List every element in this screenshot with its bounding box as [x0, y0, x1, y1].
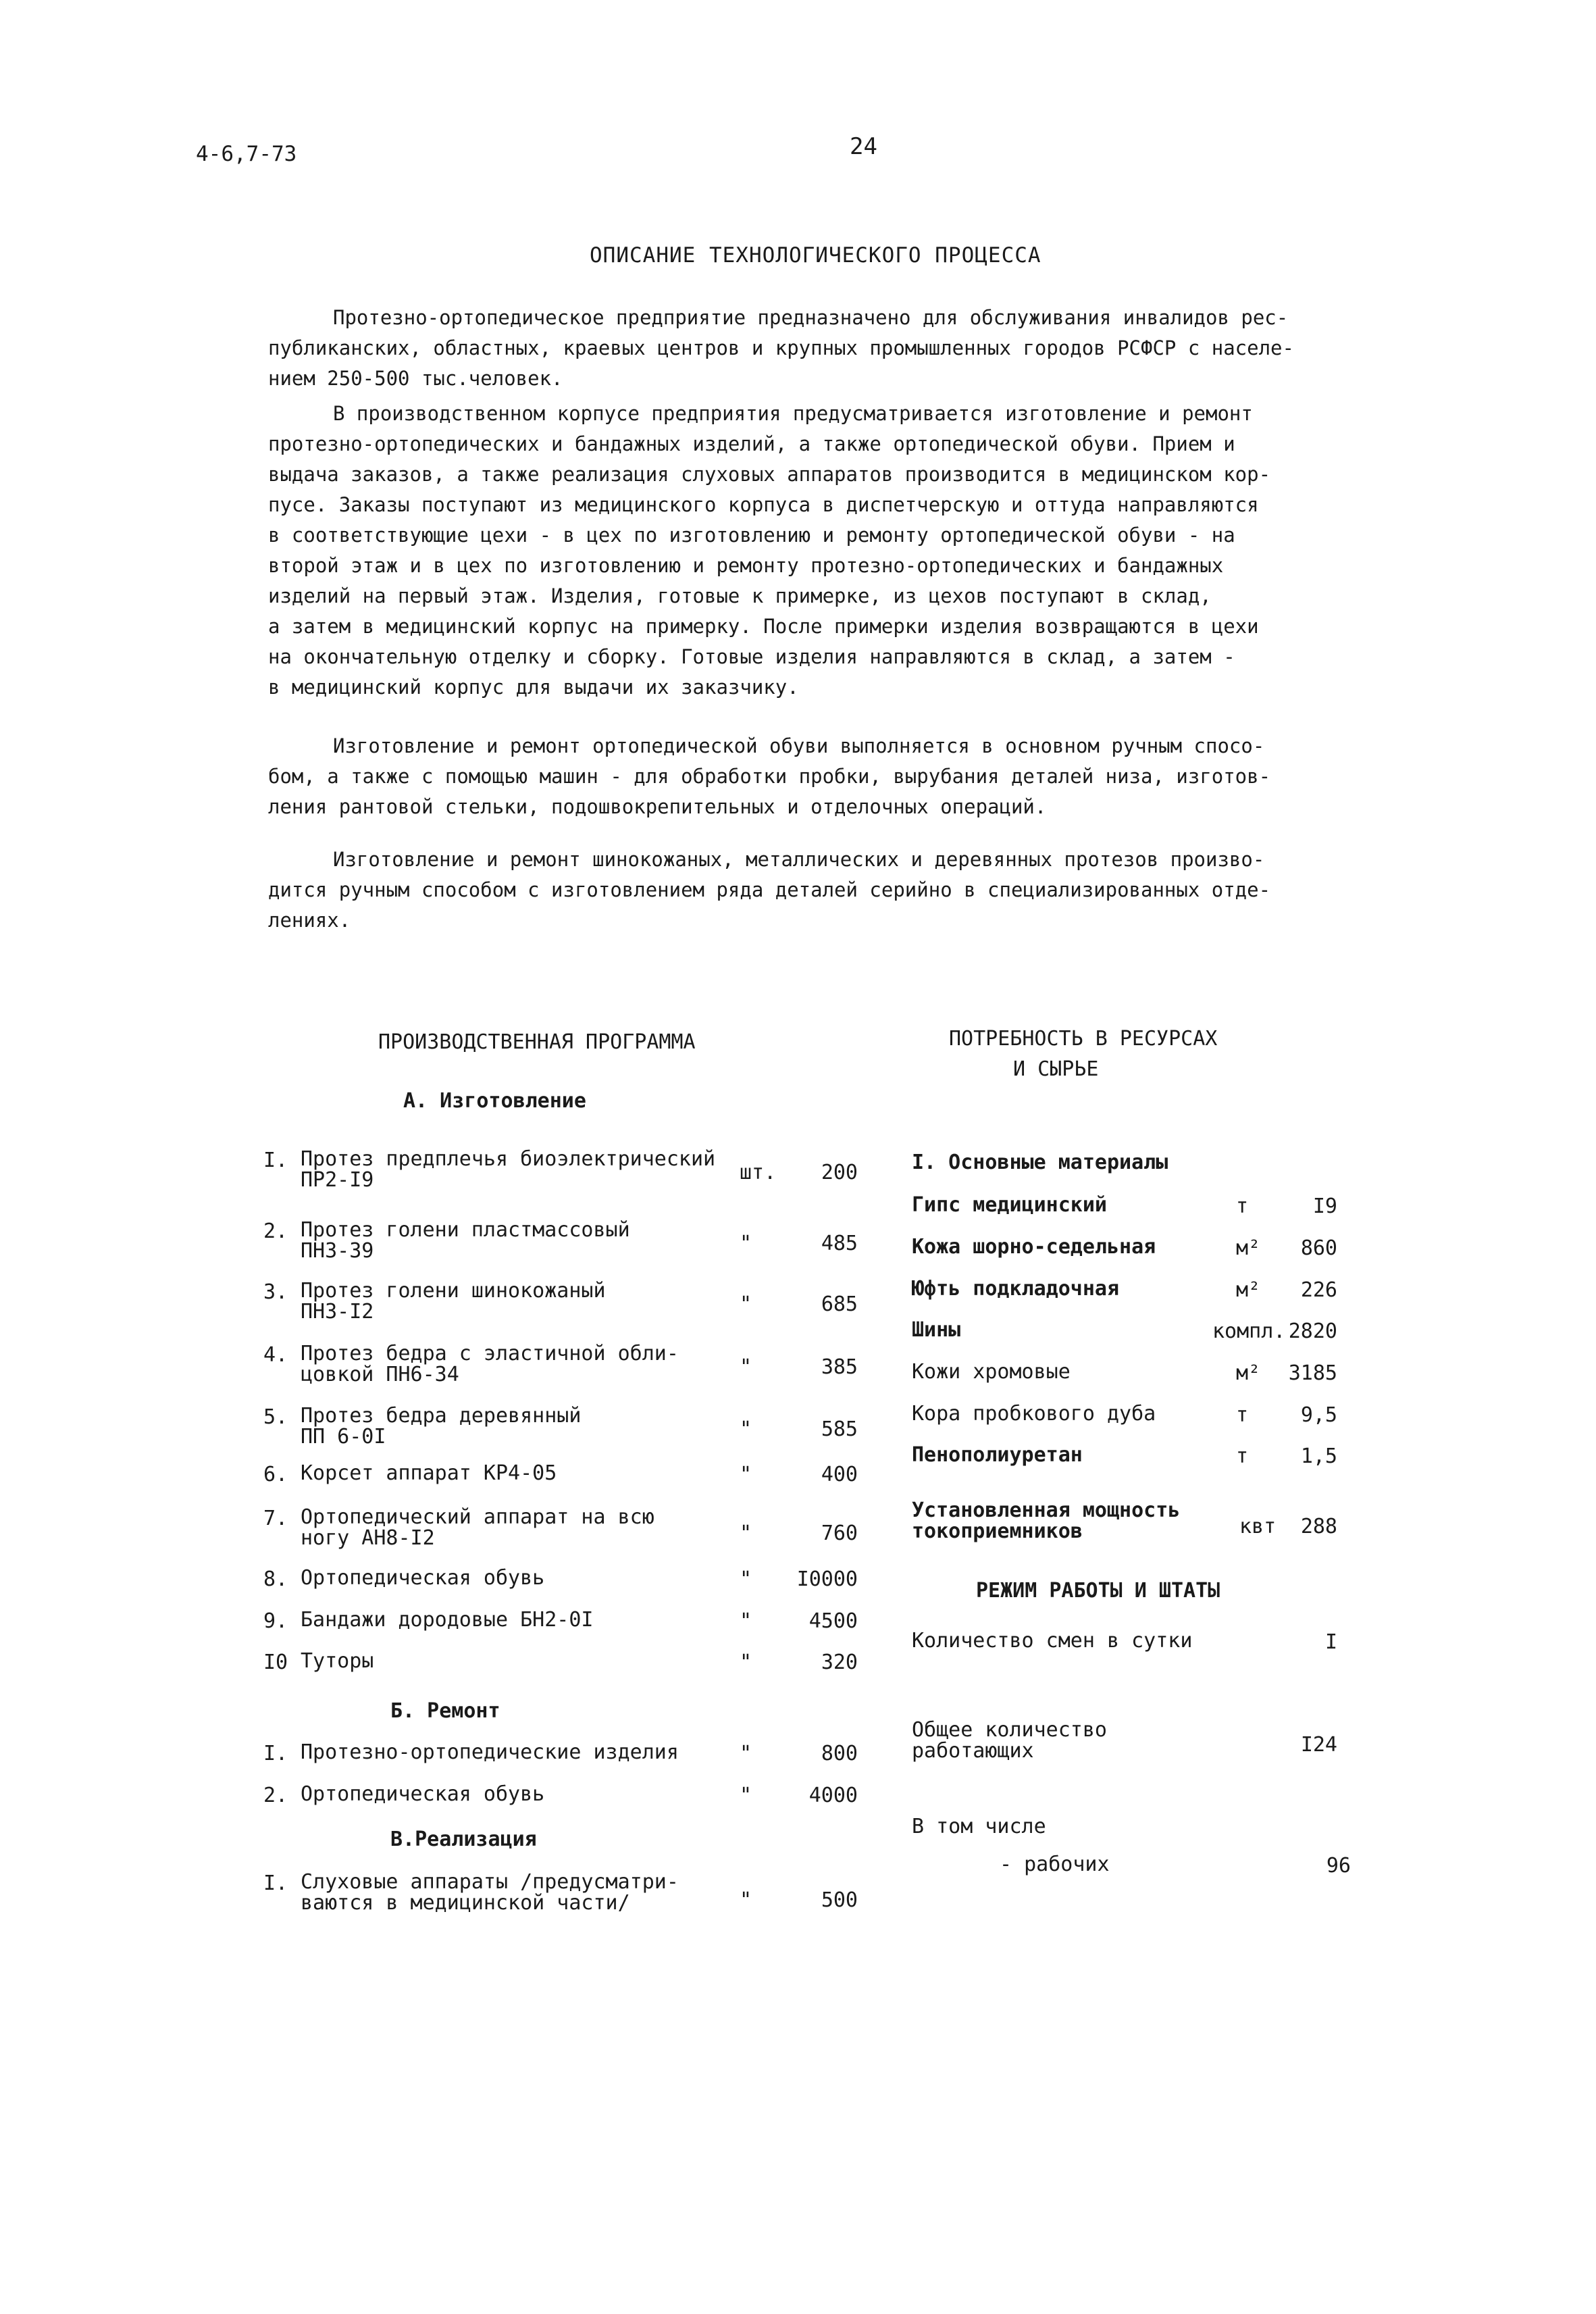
workers-value: 96 — [1326, 1854, 1351, 1878]
paragraph-line: а затем в медицинский корпус на примерку. После примерки изделия возвращаются в цехи — [268, 615, 1259, 638]
row-number: 5. — [263, 1405, 288, 1429]
power-name-line: Установленная мощность — [912, 1499, 1181, 1522]
row-name-line: ПН3-I2 — [301, 1300, 374, 1324]
row-name — [301, 1405, 581, 1447]
material-unit: м² — [1236, 1361, 1261, 1385]
material-row — [912, 1278, 1337, 1312]
total-workers-label-line: работающих — [912, 1739, 1034, 1763]
row-name-line: ПН3-39 — [301, 1239, 374, 1263]
material-quantity: 1,5 — [1300, 1444, 1337, 1468]
workers-row — [912, 1853, 1351, 1888]
row-unit: " — [740, 1417, 752, 1441]
paragraph-line: нием 250-500 тыс.человек. — [268, 367, 563, 390]
program-row — [263, 1463, 858, 1510]
program-row — [263, 1784, 858, 1831]
row-name-line: Протез бедра с эластичной обли- — [301, 1342, 679, 1365]
row-unit: " — [740, 1609, 752, 1633]
material-name: Пенополиуретан — [912, 1443, 1083, 1467]
paragraph-line: протезно-ортопедических и бандажных изделий, а также ортопедической обуви. Прием и — [268, 432, 1235, 455]
row-name — [301, 1343, 679, 1385]
row-number: I0 — [263, 1651, 288, 1674]
material-name: Кожа шорно-седельная — [912, 1235, 1156, 1259]
row-unit: шт. — [740, 1161, 777, 1184]
row-name-line: Протез предплечья биоэлектрический — [301, 1147, 716, 1171]
material-quantity: 3185 — [1288, 1361, 1337, 1385]
row-unit: " — [740, 1742, 752, 1765]
material-name: Юфть подкладочная — [912, 1277, 1120, 1301]
row-name — [301, 1149, 715, 1190]
row-number: 7. — [263, 1507, 288, 1530]
row-quantity: I0000 — [796, 1567, 858, 1591]
row-number: 8. — [263, 1567, 288, 1591]
row-name-line: цовкой ПН6-34 — [301, 1363, 459, 1386]
row-name-line: Протез бедра деревянный — [301, 1404, 582, 1428]
material-row — [912, 1403, 1337, 1437]
row-name-line: ваются в медицинской части/ — [301, 1891, 630, 1915]
paragraph-line: Протезно-ортопедическое предприятие предназначено для обслуживания инвалидов рес- — [333, 306, 1289, 329]
row-quantity: 385 — [821, 1355, 858, 1379]
page-number: 24 — [850, 133, 877, 160]
paragraph-prostheses — [268, 845, 1356, 936]
material-row — [912, 1444, 1337, 1478]
total-workers-label-line: Общее количество — [912, 1718, 1107, 1742]
material-unit: компл. — [1212, 1319, 1286, 1343]
shifts-value: I — [1324, 1630, 1337, 1654]
power-name — [912, 1500, 1180, 1542]
material-name: Кожи хромовые — [912, 1360, 1071, 1384]
row-number: 9. — [263, 1609, 288, 1633]
power-row — [912, 1500, 1337, 1547]
row-unit: " — [740, 1521, 752, 1545]
section-title-sales: В.Реализация — [390, 1828, 537, 1851]
program-row — [263, 1651, 858, 1698]
row-unit: " — [740, 1232, 752, 1255]
paragraph-line: В производственном корпусе предприятия предусматривается изготовление и ремонт — [333, 402, 1253, 425]
row-quantity: 400 — [821, 1463, 858, 1486]
paragraph-line: второй этаж и в цех по изготовлению и ремонту протезно-ортопедических и бандажных — [268, 554, 1224, 577]
row-number: I. — [263, 1149, 288, 1172]
program-row — [263, 1871, 858, 1919]
row-quantity: 685 — [821, 1292, 858, 1316]
material-quantity: I9 — [1312, 1194, 1337, 1218]
paragraph-line: лениях. — [268, 909, 351, 932]
row-number: 2. — [263, 1219, 288, 1243]
total-workers-value: I24 — [1300, 1733, 1337, 1757]
row-name — [301, 1463, 557, 1484]
material-quantity: 226 — [1300, 1278, 1337, 1302]
total-workers-row — [912, 1719, 1337, 1767]
program-row — [263, 1507, 858, 1554]
row-quantity: 200 — [821, 1161, 858, 1184]
material-name: Кора пробкового дуба — [912, 1402, 1156, 1426]
program-heading: ПРОИЗВОДСТВЕННАЯ ПРОГРАММА — [378, 1030, 696, 1054]
material-unit: т — [1236, 1403, 1249, 1427]
material-unit: м² — [1236, 1236, 1261, 1260]
section-title-manufacturing: А. Изготовление — [403, 1089, 586, 1113]
material-name: Шины — [912, 1318, 961, 1342]
row-number: 2. — [263, 1784, 288, 1807]
power-name-line: токоприемников — [912, 1519, 1083, 1543]
power-quantity: 288 — [1300, 1515, 1337, 1538]
including-label: В том числе — [912, 1815, 1046, 1838]
shifts-label: Количество смен в сутки — [912, 1629, 1193, 1653]
materials-title-text: I. Основные материалы — [912, 1151, 1168, 1174]
row-number: I. — [263, 1742, 288, 1765]
row-unit: " — [740, 1784, 752, 1807]
total-workers-label — [912, 1719, 1107, 1761]
row-unit: " — [740, 1651, 752, 1674]
row-name-line: ПР2-I9 — [301, 1168, 374, 1192]
material-row — [912, 1361, 1337, 1395]
row-quantity: 500 — [821, 1888, 858, 1912]
row-quantity: 485 — [821, 1232, 858, 1255]
paragraph-line: Изготовление и ремонт шинокожаных, металлических и деревянных протезов произво- — [333, 848, 1265, 871]
row-quantity: 4000 — [808, 1784, 858, 1807]
paragraph-purpose — [268, 303, 1356, 394]
row-unit: " — [740, 1567, 752, 1591]
row-name-line: Ортопедический аппарат на всю — [301, 1505, 654, 1529]
material-unit: м² — [1236, 1278, 1261, 1302]
material-quantity: 860 — [1300, 1236, 1337, 1260]
row-name — [301, 1871, 679, 1913]
row-unit: " — [740, 1888, 752, 1912]
material-quantity: 9,5 — [1300, 1403, 1337, 1427]
paragraph-line: в соответствующие цехи - в цех по изготовлению и ремонту ортопедической обуви - на — [268, 524, 1235, 547]
row-unit: " — [740, 1292, 752, 1316]
row-name — [301, 1567, 544, 1588]
material-row — [912, 1236, 1337, 1270]
material-unit: т — [1236, 1194, 1249, 1218]
row-number: 3. — [263, 1280, 288, 1304]
row-name-line: ПП 6-0I — [301, 1425, 386, 1449]
row-name-line: Слуховые аппараты /предусматри- — [301, 1870, 679, 1894]
paragraph-line: пусе. Заказы поступают из медицинского корпуса в диспетчерскую и оттуда направляются — [268, 493, 1259, 516]
program-row — [263, 1405, 858, 1453]
paragraph-line: дится ручным способом с изготовлением ряда деталей серийно в специализированных отде- — [268, 878, 1271, 901]
workers-label: - рабочих — [1000, 1853, 1110, 1876]
document-code: 4-6,7-73 — [196, 142, 297, 166]
material-quantity: 2820 — [1288, 1319, 1337, 1343]
paragraph-line: выдача заказов, а также реализация слуховых аппаратов производится в медицинском кор- — [268, 463, 1271, 486]
program-row — [263, 1280, 858, 1328]
row-name-line: Протез голени шинокожаный — [301, 1279, 606, 1303]
row-name — [301, 1507, 654, 1549]
row-quantity: 585 — [821, 1417, 858, 1441]
row-name-line: Протез голени пластмассовый — [301, 1218, 630, 1242]
row-name — [301, 1651, 374, 1671]
row-quantity: 4500 — [808, 1609, 858, 1633]
row-quantity: 760 — [821, 1521, 858, 1545]
row-number: 6. — [263, 1463, 288, 1486]
row-quantity: 800 — [821, 1742, 858, 1765]
paragraph-line: публиканских, областных, краевых центров и крупных промышленных городов РСФСР с населе- — [268, 336, 1294, 359]
row-name-line: ногу АН8-I2 — [301, 1526, 435, 1550]
material-name: Гипс медицинский — [912, 1193, 1107, 1217]
paragraph-shoes — [268, 731, 1356, 822]
row-name — [301, 1219, 630, 1261]
row-quantity: 320 — [821, 1651, 858, 1674]
row-name-line: Корсет аппарат КР4-05 — [301, 1461, 557, 1485]
program-row — [263, 1149, 858, 1196]
section-title-repair: Б. Ремонт — [390, 1699, 500, 1723]
paragraph-line: ления рантовой стельки, подошвокрепительных и отделочных операций. — [268, 795, 1047, 818]
page-title: ОПИСАНИЕ ТЕХНОЛОГИЧЕСКОГО ПРОЦЕССА — [590, 243, 1041, 268]
paragraph-line: на окончательную отделку и сборку. Готовые изделия направляются в склад, а затем - — [268, 645, 1235, 668]
materials-title — [912, 1152, 1337, 1186]
row-unit: " — [740, 1355, 752, 1379]
paragraph-line: изделий на первый этаж. Изделия, готовые к примерке, из цехов поступают в склад, — [268, 584, 1212, 607]
row-name — [301, 1280, 606, 1322]
material-row — [912, 1194, 1337, 1228]
row-unit: " — [740, 1463, 752, 1486]
row-name-line: Туторы — [301, 1649, 374, 1673]
row-name — [301, 1742, 679, 1763]
row-number: 4. — [263, 1343, 288, 1367]
program-row — [263, 1343, 858, 1390]
paragraph-workflow — [268, 399, 1356, 703]
row-name-line: Бандажи дородовые БН2-0I — [301, 1608, 594, 1632]
paragraph-line: бом, а также с помощью машин - для обработки пробки, вырубания деталей низа, изготов- — [268, 765, 1271, 788]
resources-heading: ПОТРЕБНОСТЬ В РЕСУРСАХ — [949, 1027, 1218, 1051]
paragraph-line: Изготовление и ремонт ортопедической обуви выполняется в основном ручным спосо- — [333, 734, 1265, 757]
paragraph-line: в медицинский корпус для выдачи их заказчику. — [268, 676, 799, 699]
row-name-line: Протезно-ортопедические изделия — [301, 1740, 679, 1764]
including-row — [912, 1816, 1337, 1850]
row-name-line: Ортопедическая обувь — [301, 1566, 545, 1590]
program-row — [263, 1219, 858, 1267]
regime-heading: РЕЖИМ РАБОТЫ И ШТАТЫ — [976, 1579, 1220, 1603]
power-unit: квт — [1239, 1515, 1277, 1538]
row-name — [301, 1784, 544, 1805]
material-unit: т — [1236, 1444, 1249, 1468]
row-number: I. — [263, 1871, 288, 1895]
row-name — [301, 1609, 593, 1630]
resources-heading-line2: И СЫРЬЕ — [1013, 1057, 1099, 1081]
material-row — [912, 1319, 1337, 1353]
shifts-row — [912, 1630, 1337, 1664]
row-name-line: Ортопедическая обувь — [301, 1782, 545, 1806]
